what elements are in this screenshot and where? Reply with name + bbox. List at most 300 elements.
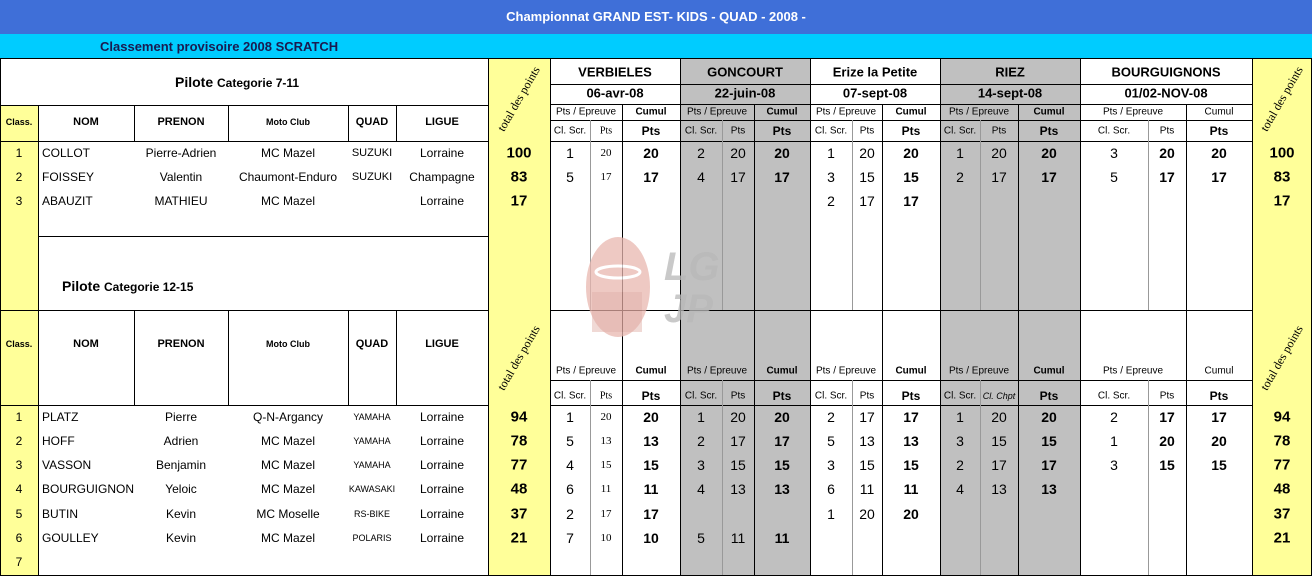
grid-line bbox=[940, 405, 1080, 406]
result-cumul: 17 bbox=[1041, 169, 1057, 185]
pilot-nom: COLLOT bbox=[42, 146, 91, 160]
result-rank: 3 bbox=[827, 169, 835, 185]
subtitle-bar bbox=[0, 34, 1312, 58]
col-header-quad: QUAD bbox=[355, 116, 389, 128]
pilot-club: MC Mazel bbox=[260, 434, 316, 448]
total-points: 17 bbox=[510, 192, 528, 210]
grid-line bbox=[396, 105, 397, 141]
col-header-prenom: PRENON bbox=[157, 338, 205, 350]
grid-line bbox=[882, 405, 883, 575]
result-rank: 3 bbox=[1110, 457, 1118, 473]
grid-line bbox=[1186, 104, 1187, 141]
rank: 1 bbox=[15, 410, 23, 424]
cumul-label: Cumul bbox=[895, 106, 927, 118]
quad-brand: KAWASAKI bbox=[348, 484, 396, 494]
grid-line bbox=[754, 104, 755, 141]
cl-scr-label: Cl. Scr. bbox=[684, 390, 718, 402]
grid-line bbox=[348, 310, 349, 405]
grid-line bbox=[1186, 141, 1187, 310]
result-points: 20 bbox=[859, 145, 875, 161]
event-name: VERBIELES bbox=[578, 64, 652, 80]
pts-epreuve-label: Pts / Epreuve bbox=[948, 106, 1010, 118]
grid-line bbox=[590, 405, 591, 575]
result-rank: 2 bbox=[566, 506, 574, 522]
result-cumul: 17 bbox=[1211, 409, 1227, 425]
cumul-label: Cumul bbox=[1033, 365, 1065, 377]
result-cumul: 17 bbox=[774, 169, 790, 185]
result-rank: 4 bbox=[956, 481, 964, 497]
result-points: 17 bbox=[600, 171, 612, 183]
cumul-label: Cumul bbox=[635, 106, 667, 118]
grid-line bbox=[228, 105, 229, 141]
total-points-right: 78 bbox=[1273, 432, 1291, 450]
grid-line bbox=[940, 120, 1080, 121]
result-rank: 2 bbox=[697, 145, 705, 161]
col-header-ligue: LIGUE bbox=[425, 116, 459, 128]
section-label bbox=[175, 74, 299, 90]
quad-brand: YAMAHA bbox=[353, 436, 391, 446]
pts-label: Pts bbox=[1159, 390, 1175, 402]
pilot-prenom: MATHIEU bbox=[154, 194, 208, 208]
pts-epreuve-label: Pts / Epreuve bbox=[686, 106, 748, 118]
result-cumul: 17 bbox=[903, 409, 919, 425]
total-points-right: 77 bbox=[1273, 456, 1291, 474]
grid-line bbox=[940, 58, 941, 575]
grid-line bbox=[38, 236, 488, 237]
result-points: 17 bbox=[859, 193, 875, 209]
total-points-label: total des points bbox=[1257, 322, 1306, 393]
result-cumul: 20 bbox=[774, 145, 790, 161]
total-points-right: 37 bbox=[1273, 505, 1291, 523]
result-points: 17 bbox=[730, 169, 746, 185]
pilot-prenom: Benjamin bbox=[155, 458, 207, 472]
total-points-right: 94 bbox=[1273, 408, 1291, 426]
pilot-nom: HOFF bbox=[42, 434, 75, 448]
event-name: BOURGUIGNONS bbox=[1111, 64, 1221, 80]
pilot-prenom: Adrien bbox=[163, 434, 199, 448]
result-points: 20 bbox=[730, 409, 746, 425]
result-cumul: 17 bbox=[643, 506, 659, 522]
total-points-right: 100 bbox=[1269, 144, 1295, 162]
grid-line bbox=[396, 310, 397, 405]
result-cumul: 20 bbox=[1041, 409, 1057, 425]
pilot-club: MC Moselle bbox=[256, 507, 320, 521]
total-points: 77 bbox=[510, 456, 528, 474]
pilote-label: Pilote bbox=[62, 278, 101, 294]
total-points-label: total des points bbox=[494, 63, 543, 134]
grid-line bbox=[1080, 58, 1081, 575]
result-cumul: 20 bbox=[643, 409, 659, 425]
pilot-ligue: Champagne bbox=[409, 170, 475, 184]
rank: 2 bbox=[15, 434, 23, 448]
grid-line bbox=[1148, 380, 1149, 405]
grid-line bbox=[680, 141, 810, 142]
grid-line bbox=[550, 120, 680, 121]
grid-line bbox=[1080, 405, 1252, 406]
result-points: 17 bbox=[859, 409, 875, 425]
grid-line bbox=[680, 380, 810, 381]
total-points-right: 48 bbox=[1273, 480, 1291, 498]
grid-line bbox=[1080, 380, 1252, 381]
pilot-prenom: Kevin bbox=[165, 507, 197, 521]
grid-line bbox=[722, 405, 723, 575]
result-rank: 4 bbox=[697, 169, 705, 185]
cl-scr-label: Cl. Scr. bbox=[553, 125, 587, 137]
rank: 4 bbox=[15, 482, 23, 496]
pilot-ligue: Lorraine bbox=[419, 146, 465, 160]
result-points: 17 bbox=[730, 433, 746, 449]
result-cumul: 20 bbox=[1041, 145, 1057, 161]
result-rank: 4 bbox=[697, 481, 705, 497]
watermark-logo bbox=[582, 232, 732, 342]
result-rank: 3 bbox=[697, 457, 705, 473]
result-points: 10 bbox=[600, 532, 612, 544]
result-cumul: 17 bbox=[774, 433, 790, 449]
pilot-prenom: Kevin bbox=[165, 531, 197, 545]
pilot-prenom: Yeloic bbox=[165, 482, 197, 496]
grid-line bbox=[980, 380, 981, 405]
cl-scr-label: Cl. Scr. bbox=[1097, 125, 1131, 137]
grid-line bbox=[0, 58, 1312, 59]
result-points: 20 bbox=[1159, 433, 1175, 449]
result-cumul: 17 bbox=[643, 169, 659, 185]
grid-line bbox=[680, 104, 810, 105]
cl-scr-label: Cl. Scr. bbox=[684, 125, 718, 137]
grid-line bbox=[1018, 405, 1019, 575]
result-rank: 4 bbox=[566, 457, 574, 473]
col-header-nom: NOM bbox=[73, 116, 99, 128]
grid-line bbox=[852, 405, 853, 575]
grid-line bbox=[1186, 405, 1187, 575]
result-cumul: 15 bbox=[774, 457, 790, 473]
event-date: 14-sept-08 bbox=[977, 85, 1043, 101]
grid-line bbox=[0, 105, 488, 106]
quad-brand: SUZUKI bbox=[351, 171, 393, 183]
result-rank: 2 bbox=[956, 457, 964, 473]
rank: 3 bbox=[15, 458, 23, 472]
total-points: 100 bbox=[506, 144, 532, 162]
pilot-club: MC Mazel bbox=[260, 531, 316, 545]
result-cumul: 20 bbox=[903, 506, 919, 522]
pts-epreuve-label: Pts / Epreuve bbox=[1102, 106, 1164, 118]
pts-cumul-label: Pts bbox=[1209, 124, 1229, 138]
result-points: 13 bbox=[600, 435, 612, 447]
event-date: 07-sept-08 bbox=[842, 85, 908, 101]
result-points: 15 bbox=[991, 433, 1007, 449]
result-points: 11 bbox=[730, 530, 746, 546]
grid-line bbox=[0, 58, 1, 575]
grid-line bbox=[550, 405, 680, 406]
total-points-right: 21 bbox=[1273, 529, 1291, 547]
result-cumul: 17 bbox=[1211, 169, 1227, 185]
grid-line bbox=[680, 120, 810, 121]
pts-epreuve-label: Pts / Epreuve bbox=[815, 365, 877, 377]
pilot-ligue: Lorraine bbox=[419, 194, 465, 208]
grid-line bbox=[1018, 104, 1019, 141]
result-rank: 2 bbox=[697, 433, 705, 449]
cl-scr-label: Cl. Scr. bbox=[1097, 390, 1131, 402]
total-points: 48 bbox=[510, 480, 528, 498]
cumul-label: Cumul bbox=[1204, 365, 1234, 377]
grid-line bbox=[1080, 84, 1252, 85]
pilot-nom: VASSON bbox=[42, 458, 92, 472]
grid-line bbox=[980, 141, 981, 310]
col-header-club: Moto Club bbox=[266, 117, 310, 127]
grid-line bbox=[1018, 141, 1019, 310]
grid-line bbox=[0, 405, 488, 406]
result-points: 15 bbox=[859, 457, 875, 473]
grid-line bbox=[550, 380, 680, 381]
result-rank: 1 bbox=[827, 506, 835, 522]
pts-label: Pts bbox=[1159, 125, 1175, 137]
total-points-label: total des points bbox=[1257, 63, 1306, 134]
pts-cumul-label: Pts bbox=[901, 124, 921, 138]
grid-line bbox=[810, 120, 940, 121]
pts-cumul-label: Pts bbox=[1039, 389, 1059, 403]
pilot-club: MC Mazel bbox=[260, 458, 316, 472]
pts-cumul-label: Pts bbox=[641, 124, 661, 138]
event-name: GONCOURT bbox=[707, 64, 783, 80]
result-points: 20 bbox=[600, 147, 612, 159]
grid-line bbox=[550, 58, 551, 575]
grid-line bbox=[0, 141, 488, 142]
subtitle: Classement provisoire 2008 SCRATCH bbox=[100, 39, 339, 54]
col-header-quad: QUAD bbox=[355, 338, 389, 350]
total-points: 83 bbox=[510, 168, 528, 186]
pilot-club: MC Mazel bbox=[260, 482, 316, 496]
grid-line bbox=[1080, 310, 1252, 311]
result-cumul: 17 bbox=[1041, 457, 1057, 473]
result-cumul: 11 bbox=[903, 481, 919, 497]
grid-line bbox=[1080, 104, 1252, 105]
cl-scr-label: Cl. Scr. bbox=[814, 125, 848, 137]
grid-line bbox=[940, 141, 1080, 142]
grid-line bbox=[980, 405, 981, 575]
grid-line bbox=[680, 84, 810, 85]
pilot-club: Q-N-Argancy bbox=[252, 410, 324, 424]
total-points-right: 17 bbox=[1273, 192, 1291, 210]
grid-line bbox=[488, 58, 489, 575]
pilot-ligue: Lorraine bbox=[419, 507, 465, 521]
grid-line bbox=[852, 120, 853, 141]
quad-brand: POLARIS bbox=[352, 533, 392, 543]
result-rank: 7 bbox=[566, 530, 574, 546]
pilot-nom: BUTIN bbox=[42, 507, 78, 521]
result-cumul: 13 bbox=[643, 433, 659, 449]
result-rank: 3 bbox=[827, 457, 835, 473]
pilot-nom: GOULLEY bbox=[42, 531, 99, 545]
result-rank: 5 bbox=[1110, 169, 1118, 185]
cl-scr-label: Cl. Scr. bbox=[553, 390, 587, 402]
event-name: RIEZ bbox=[995, 64, 1025, 80]
cumul-label: Cumul bbox=[1033, 106, 1065, 118]
col-header-prenom: PRENON bbox=[157, 116, 205, 128]
pilot-club: MC Mazel bbox=[260, 146, 316, 160]
grid-line bbox=[38, 105, 39, 141]
result-points: 20 bbox=[730, 145, 746, 161]
grid-line bbox=[1186, 310, 1187, 405]
rank: 6 bbox=[15, 531, 23, 545]
pts-label: Pts bbox=[859, 390, 875, 402]
col-header-class: Class. bbox=[5, 117, 33, 127]
quad-brand: RS-BIKE bbox=[353, 509, 391, 519]
quad-brand: SUZUKI bbox=[351, 147, 393, 159]
cl-scr-label: Cl. Scr. bbox=[814, 390, 848, 402]
pts-cumul-label: Pts bbox=[1209, 389, 1229, 403]
pilote-label: Pilote bbox=[175, 74, 214, 90]
event-name: Erize la Petite bbox=[832, 64, 918, 80]
grid-line bbox=[754, 141, 755, 310]
category-label: Categorie 7-11 bbox=[217, 76, 300, 90]
event-date: 06-avr-08 bbox=[586, 85, 644, 101]
rank: 3 bbox=[15, 194, 23, 208]
grid-line bbox=[940, 84, 1080, 85]
result-points: 15 bbox=[600, 459, 612, 471]
cl-chpt-label: Cl. Chpt bbox=[982, 391, 1016, 401]
grid-line bbox=[852, 380, 853, 405]
grid-line bbox=[940, 104, 1080, 105]
result-rank: 1 bbox=[697, 409, 705, 425]
grid-line bbox=[722, 380, 723, 405]
cumul-label: Cumul bbox=[766, 365, 798, 377]
pts-epreuve-label: Pts / Epreuve bbox=[555, 106, 617, 118]
grid-line bbox=[722, 120, 723, 141]
grid-line bbox=[622, 104, 623, 141]
result-points: 17 bbox=[991, 169, 1007, 185]
grid-line bbox=[348, 105, 349, 141]
grid-line bbox=[940, 310, 1080, 311]
pilot-ligue: Lorraine bbox=[419, 458, 465, 472]
cumul-label: Cumul bbox=[1204, 106, 1234, 118]
result-cumul: 15 bbox=[643, 457, 659, 473]
total-points: 94 bbox=[510, 408, 528, 426]
svg-text:JP: JP bbox=[664, 287, 713, 331]
section-label bbox=[62, 278, 193, 294]
result-cumul: 17 bbox=[903, 193, 919, 209]
pts-label: Pts bbox=[991, 125, 1007, 137]
cl-scr-label: Cl. Scr. bbox=[943, 125, 977, 137]
event-date: 22-juin-08 bbox=[714, 85, 776, 101]
result-points: 17 bbox=[991, 457, 1007, 473]
result-points: 20 bbox=[1159, 145, 1175, 161]
pts-epreuve-label: Pts / Epreuve bbox=[815, 106, 877, 118]
pts-label: Pts bbox=[859, 125, 875, 137]
grid-line bbox=[810, 58, 811, 575]
grid-line bbox=[754, 310, 755, 405]
grid-line bbox=[1080, 141, 1252, 142]
result-rank: 1 bbox=[566, 409, 574, 425]
result-rank: 2 bbox=[1110, 409, 1118, 425]
grid-line bbox=[1018, 310, 1019, 405]
grid-line bbox=[1148, 141, 1149, 310]
result-cumul: 13 bbox=[1041, 481, 1057, 497]
grid-line bbox=[134, 310, 135, 405]
pts-cumul-label: Pts bbox=[901, 389, 921, 403]
pts-cumul-label: Pts bbox=[641, 389, 661, 403]
col-header-club: Moto Club bbox=[266, 339, 310, 349]
event-date: 01/02-NOV-08 bbox=[1124, 85, 1208, 101]
grid-line bbox=[134, 105, 135, 141]
pts-label: Pts bbox=[599, 390, 613, 402]
cumul-label: Cumul bbox=[766, 106, 798, 118]
grid-line bbox=[882, 104, 883, 141]
pts-cumul-label: Pts bbox=[1039, 124, 1059, 138]
result-cumul: 20 bbox=[1211, 433, 1227, 449]
pts-epreuve-label: Pts / Epreuve bbox=[686, 365, 748, 377]
result-rank: 3 bbox=[1110, 145, 1118, 161]
pilot-ligue: Lorraine bbox=[419, 434, 465, 448]
grid-line bbox=[882, 310, 883, 405]
result-cumul: 15 bbox=[903, 169, 919, 185]
result-cumul: 11 bbox=[643, 481, 659, 497]
result-rank: 5 bbox=[697, 530, 705, 546]
grid-line bbox=[550, 84, 680, 85]
result-points: 20 bbox=[991, 409, 1007, 425]
grid-line bbox=[810, 380, 940, 381]
pilot-club: MC Mazel bbox=[260, 194, 316, 208]
grid-line bbox=[228, 310, 229, 405]
quad-brand: YAMAHA bbox=[353, 460, 391, 470]
result-rank: 1 bbox=[956, 409, 964, 425]
rank: 7 bbox=[15, 555, 23, 569]
result-cumul: 13 bbox=[903, 433, 919, 449]
result-points: 17 bbox=[1159, 169, 1175, 185]
result-rank: 2 bbox=[956, 169, 964, 185]
rank: 5 bbox=[15, 507, 23, 521]
result-points: 17 bbox=[600, 508, 612, 520]
grid-line bbox=[940, 380, 1080, 381]
result-rank: 6 bbox=[827, 481, 835, 497]
grid-line bbox=[1080, 120, 1252, 121]
result-points: 15 bbox=[1159, 457, 1175, 473]
rank: 1 bbox=[15, 146, 23, 160]
result-cumul: 11 bbox=[774, 530, 790, 546]
result-cumul: 15 bbox=[1041, 433, 1057, 449]
result-rank: 1 bbox=[956, 145, 964, 161]
result-points: 11 bbox=[600, 483, 612, 495]
pilot-prenom: Pierre bbox=[164, 410, 198, 424]
grid-line bbox=[980, 120, 981, 141]
grid-line bbox=[622, 405, 623, 575]
result-cumul: 20 bbox=[1211, 145, 1227, 161]
category-label: Categorie 12-15 bbox=[104, 280, 194, 294]
result-points: 17 bbox=[1159, 409, 1175, 425]
result-cumul: 20 bbox=[774, 409, 790, 425]
result-points: 20 bbox=[991, 145, 1007, 161]
result-cumul: 15 bbox=[1211, 457, 1227, 473]
grid-line bbox=[590, 380, 591, 405]
result-cumul: 20 bbox=[643, 145, 659, 161]
grid-line bbox=[0, 310, 488, 311]
result-rank: 5 bbox=[566, 433, 574, 449]
result-rank: 6 bbox=[566, 481, 574, 497]
total-points-right: 83 bbox=[1273, 168, 1291, 186]
result-rank: 1 bbox=[827, 145, 835, 161]
pilot-club: Chaumont-Enduro bbox=[238, 170, 338, 184]
result-points: 13 bbox=[859, 433, 875, 449]
col-header-ligue: LIGUE bbox=[425, 338, 459, 350]
col-header-nom: NOM bbox=[73, 338, 99, 350]
pilot-nom: PLATZ bbox=[42, 410, 79, 424]
result-cumul: 13 bbox=[774, 481, 790, 497]
result-points: 20 bbox=[600, 411, 612, 423]
result-rank: 1 bbox=[1110, 433, 1118, 449]
result-points: 20 bbox=[859, 506, 875, 522]
result-cumul: 10 bbox=[643, 530, 659, 546]
grid-line bbox=[1148, 405, 1149, 575]
pilot-nom: ABAUZIT bbox=[42, 194, 93, 208]
result-cumul: 15 bbox=[903, 457, 919, 473]
